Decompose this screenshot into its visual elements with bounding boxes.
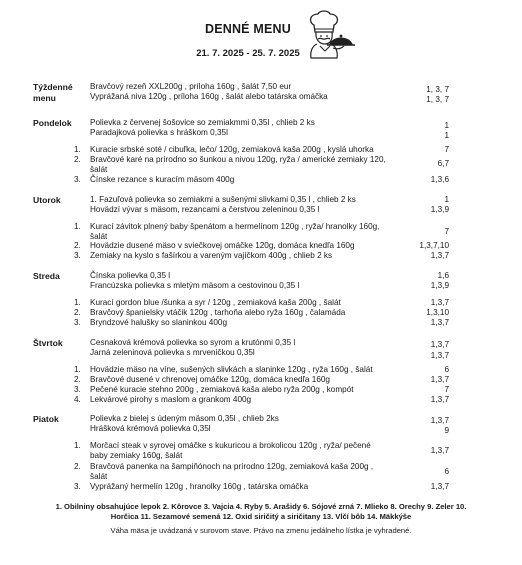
main-number: 3. [74,482,81,491]
main-item: Bravčový španielsky vtáčik 120g , tarhoňa alebo ryža 160g , čalamáda [90,308,346,317]
main-allergens: 1,3,7 [430,482,449,491]
allergen-legend [30,502,492,521]
main-item: Lekvárové pirohy s maslom a grankom 400g [90,395,252,404]
soup-item: Jarná zeleninová polievka s mrveničkou 0,35l [90,348,255,357]
main-number: 1. [74,145,81,154]
date-range: 21. 7. 2025 - 25. 7. 2025 [196,48,300,59]
disclaimer-note: Váha mäsa je uvádzaná v surovom stave. Právo na zmenu jedálneho lístka je vyhradené. [110,526,412,535]
day-label: Piatok [33,414,59,424]
main-number: 3. [74,175,81,184]
main-number: 3. [74,318,81,327]
soup-allergens: 1 [444,131,449,140]
main-number: 2. [74,375,81,384]
main-item: Kurací gordon blue /šunka a syr / 120g , zemiaková kaša 200g , šalát [90,298,341,307]
soup-allergens: 1,3,9 [430,205,449,214]
soup-allergens: 9 [444,426,449,435]
main-allergens: 7 [444,385,449,394]
main-allergens: 7 [444,145,449,154]
main-item: Morčací steak v syrovej omáčke s kukuricou a brokolicou 120g , ryža/ pečené [90,441,371,450]
main-number: 2. [74,155,81,164]
main-number: 2. [74,308,81,317]
soup-item: Hovädzí vývar s mäsom, rezancami a čerstvou zeleninou 0,35 l [90,205,320,214]
main-number: 1. [74,441,81,450]
soup-item: Paradajková polievka s hráškom 0,35l [90,128,228,137]
day-label: Streda [33,271,60,281]
soup-item: Francúzska polievka s mletým mäsom a cestovinou 0,35 l [90,281,300,290]
page-title: DENNÉ MENU [204,22,292,36]
day-label: Pondelok [33,118,72,128]
main-item: Kuracie srbské soté / cibuľka, lečo/ 120g, zemiaková kaša 200g , kyslá uhorka [90,145,374,154]
soup-allergens: 1 [444,121,449,130]
main-item: Hovädzie dusené mäso v sviečkovej omáčke 120g, domáca knedľa 160g [90,241,355,250]
main-number: 1. [74,298,81,307]
main-item: Čínske rezance s kuracím mäsom 400g [90,175,235,184]
main-item: Pečené kuracie stehno 200g , zemiaková kaša alebo ryža 200g , kompót [90,385,354,394]
soup-item: Čínska polievka 0,35 l [90,271,171,280]
weekly-label-line2: menu [33,92,56,103]
weekly-item-1-allergens: 1, 3, 7 [426,85,449,94]
main-allergens: 1,3,10 [426,308,449,317]
main-allergens: 1,3,7 [430,318,449,327]
soup-item: 1. Fazuľová polievka so zemiakmi a sušenými slivkami 0,35 l , chlieb 2 ks [90,195,356,204]
day-label: Utorok [33,195,61,205]
main-allergens: 1,3,7 [430,395,449,404]
main-allergens: 1,3,6 [430,175,449,184]
main-allergens: 6 [444,365,449,374]
main-item-cont: šalát [90,165,108,174]
main-number: 3. [74,385,81,394]
main-number: 2. [74,462,81,471]
main-allergens: 1,3,7 [430,298,449,307]
main-item-cont: šalát [90,232,108,241]
soup-allergens: 1,3,7 [430,416,449,425]
main-allergens: 1,3,7 [430,375,449,384]
weekly-item-2-allergens: 1, 3, 7 [426,95,449,104]
main-item: Zemiaky na kyslo s fašírkou a vareným vajíčkom 400g , chlieb 2 ks [90,251,333,260]
main-item: Bravčové dusené v chrenovej omáčke 120g, domáca knedľa 160g [90,375,330,384]
main-number: 1. [74,365,81,374]
soup-allergens: 1 [444,195,449,204]
allergen-legend-line1: 1. Obilniny obsahujúce lepok 2. Kôrovce 3. Vajcia 4. Ryby 5. Arašidy 6. Sójové zrná 7. Mlieko 8. Orechy 9. Zeler 10. [55,502,467,511]
soup-allergens: 1,6 [437,271,449,280]
main-item: Kurací závitok plnený baby špenátom a hermelínom 120g , ryža/ hranolky 160g, [90,222,380,231]
main-allergens: 7 [444,227,449,236]
main-allergens: 1,3,7 [430,446,449,455]
main-number: 4. [74,395,81,404]
main-allergens: 6,7 [437,159,449,168]
weekly-item-2: Vyprážaná niva 120g , príloha 160g , šalát alebo tatárska omáčka [90,92,328,101]
soup-item: Hrášková krémová polievka 0,35l [90,424,211,433]
main-allergens: 1,3,7,10 [419,241,449,250]
main-item: Hovädzie mäso na víne, sušených slivkách a slaninke 120g , ryža 160g , šalát [90,365,373,374]
main-allergens: 6 [444,467,449,476]
soup-item: Cesnaková krémová polievka so syrom a krutónmi 0,35 l [90,338,296,347]
allergen-legend-line2: Horčica 11. Sezamové semená 12. Oxid siričitý a siričitany 13. Vlčí bôb 14. Mäkkýše [110,511,412,521]
weekly-menu-label [33,82,73,103]
chef-illustration [300,8,360,66]
main-item: Bravčová panenka na šampiňónoch na prírodno 120g, zemiaková kaša 200g , [90,462,374,471]
weekly-label-line1: Týždenné [33,82,73,92]
main-allergens: 1,3,7 [430,251,449,260]
main-number: 1. [74,222,81,231]
main-number: 2. [74,241,81,250]
main-item-cont: baby zemiaky 160g, šalát [90,451,183,460]
main-item: Bryndzové halušky so slaninkou 400g [90,318,227,327]
main-item-cont: šalát [90,472,108,481]
soup-allergens: 1,3,7 [430,340,449,349]
soup-item: Polievka z bielej s údeným mäsom 0,35l , chlieb 2ks [90,414,279,423]
main-number: 3. [74,251,81,260]
main-item: Bravčové karé na prírodno so šunkou a nivou 120g, ryža / americké zemiaky 120, [90,155,386,164]
soup-allergens: 1,3,9 [430,281,449,290]
main-item: Vyprážaný hermelín 120g , hranolky 160g , tatárska omáčka [90,482,309,491]
weekly-item-1: Bravčový rezeň XXL200g , príloha 160g , šalát 7,50 eur [90,82,292,91]
soup-item: Polievka z červenej šošovice so zemiakmmi 0,35l , chlieb 2 ks [90,118,315,127]
day-label: Štvrtok [33,338,63,348]
soup-allergens: 1,3,7 [430,351,449,360]
